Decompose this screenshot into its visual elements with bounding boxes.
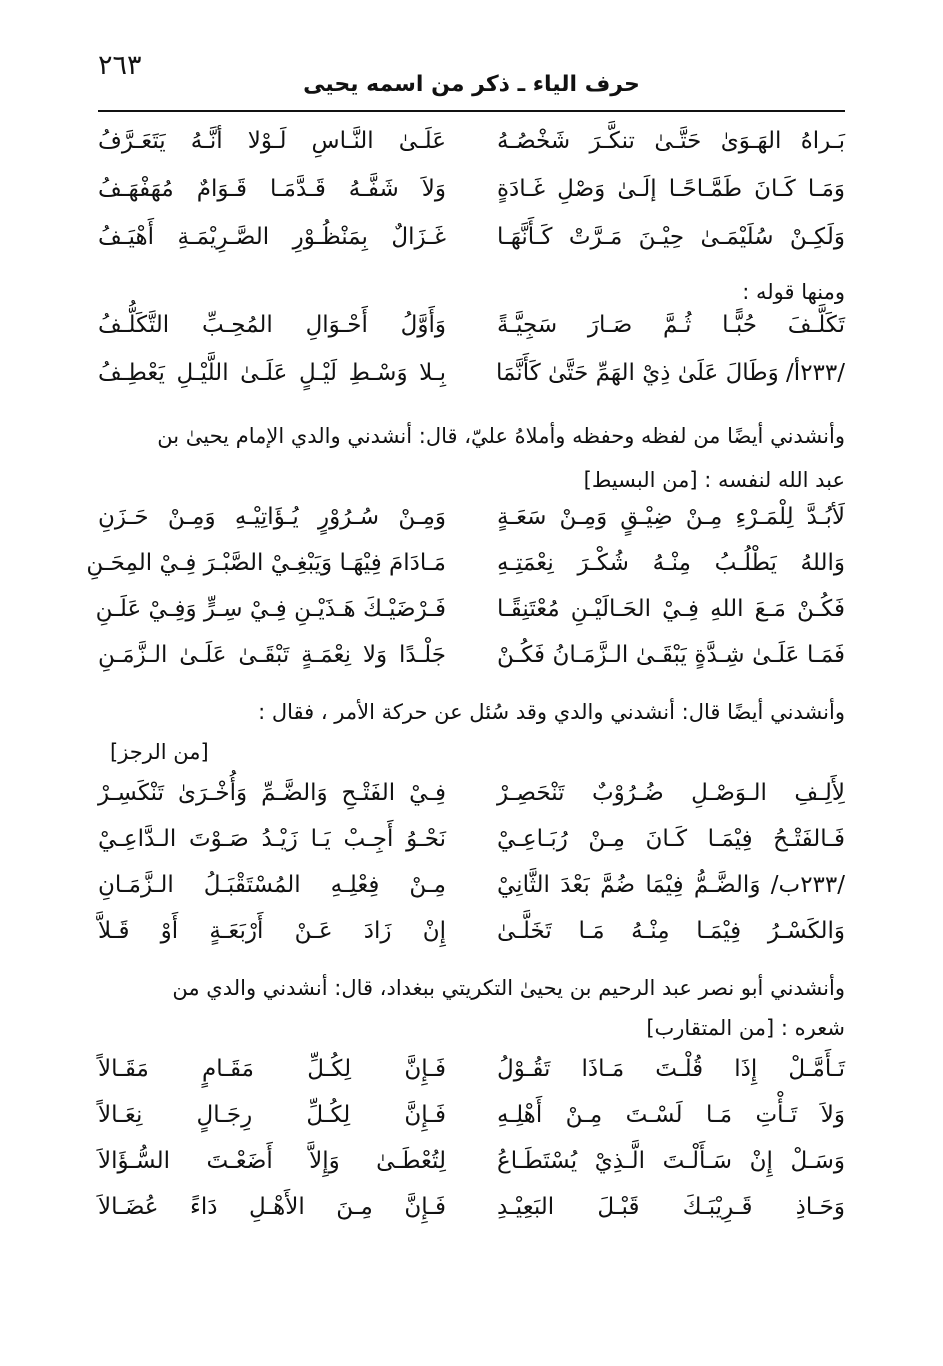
verse-line xyxy=(98,642,845,686)
first-hemistich: وَلاَ تَـأْتِ مَـا لَسْـتَ مِـنْ أَهْلِـهِ xyxy=(497,1102,845,1128)
prose-line: عبد الله لنفسه : [من البسيط] xyxy=(583,468,845,492)
verse-line xyxy=(98,360,845,404)
second-hemistich: فَـرْضَيْـكَ هَـذَيْـنِ فِـيْ سِـرٍّ وَفِـيْ عَلَـنِ xyxy=(95,596,446,622)
verse-line xyxy=(98,1194,845,1238)
verse-line xyxy=(98,504,845,548)
first-hemistich: لَأبُـدَّ لِلْمَـرْءِ مِـنْ ضِيْـقٍ وَمِـنْ سَعَـةٍ xyxy=(497,504,845,530)
first-hemistich: وَلَكِـنْ سُلَيْمَـىٰ حِيْـنَ مَـرَّتْ كَـأَنَّهَـا xyxy=(497,224,845,250)
verse-line xyxy=(86,550,845,594)
second-hemistich: مِـنْ فِعْلِـهِ المُسْتَقْبَـلُ الـزَّمَـانِ xyxy=(98,872,446,898)
first-hemistich: فَمَـا عَلَـىٰ شِـدَّةٍ يَبْقَـىٰ الـزَّمَـانُ فَكُـنْ xyxy=(497,642,845,668)
first-hemistich: لِأَلِـفِ الـوَصْـلِ ضُـرُوْبٌ تَنْحَصِـرْ xyxy=(497,780,845,806)
second-hemistich: فِـيْ الفَتْـحِ وَالضَّـمِّ وَأُخْـرَىٰ تَنْكَسِـرْ xyxy=(98,780,446,806)
verse-line xyxy=(98,1102,845,1146)
second-hemistich: وَأَوَّلُ أَحْـوَالِ المُحِـبِّ التَّكَلُّـفُ xyxy=(98,312,446,338)
second-hemistich: نَحْـوُ أَجِـبْ يَـا زَيْـدُ صَـوْتَ الـدَّاعِـيْ xyxy=(98,826,446,852)
second-hemistich: إِنْ زَادَ عَـنْ أَرْبَعَـةٍ أَوْ قَـلاَّ xyxy=(98,918,446,944)
second-hemistich: فَـإِنَّ لِكُـلِّ مَقَـامٍ مَقَـالاً xyxy=(98,1056,446,1082)
first-hemistich: وَحَـاذِ قَـرِيْبَـكَ قَبْـلَ البَعِيْـدِ xyxy=(497,1194,845,1220)
verse-line xyxy=(98,128,845,172)
meter-label: [من الرجز] xyxy=(110,740,209,764)
verse-line xyxy=(98,826,845,870)
prose-line: وأنشدني أيضًا قال: أنشدني والدي وقد سُئل عن حركة الأمر ، فقال : xyxy=(258,700,845,724)
first-hemistich: وَسَـلْ إِنْ سَـأَلْـتَ الَّـذِيْ يُسْتَطَـاعُ xyxy=(497,1148,845,1174)
first-hemistich: وَمَـا كَـانَ طَمَّـاحًـا إلَـىٰ وَصْلِ غَـادَةٍ xyxy=(497,176,845,202)
second-hemistich: فَـإِنَّ لِكُـلِّ رِجَـالٍ نِعَـالاً xyxy=(98,1102,446,1128)
second-hemistich: وَلاَ شَفَّـهُ قَـدَّمَـا قَـوَامٌ مُهَفْهَـفُ xyxy=(98,176,446,202)
first-hemistich: وَالكَسْـرُ فِيْمَـا مِنْـهُ مَـا تَخَلَّـىٰ xyxy=(497,918,845,944)
verse-line xyxy=(98,1148,845,1192)
running-head: حرف الياء ـ ذكر من اسمه يحيى xyxy=(303,72,640,97)
first-hemistich: تَـأَمَّـلْ إِذَا قُلْـتَ مَـاذَا تَقُـوْلُ xyxy=(497,1056,845,1082)
first-hemistich: /٢٣٣أ/ وَطَالَ عَلَىٰ ذِيْ الهَمِّ حَتَّىٰ كَأَنَّمَا xyxy=(495,360,845,386)
intro-line: ومنها قوله : xyxy=(742,280,845,304)
first-hemistich: فَكُـنْ مَـعَ اللهِ فِـيْ الحَـالَيْـنِ مُعْتَنِقًـا xyxy=(497,596,845,622)
second-hemistich: غَـزَالٌ بِمَنْظُـوْرِ الصَّـرِيْمَـةِ أَهْيَـفُ xyxy=(98,224,446,250)
header-rule xyxy=(98,110,845,112)
verse-line xyxy=(98,224,845,268)
first-hemistich: فَـالفَتْـحُ فِيْمَـا كَـانَ مِـنْ رُبَـاعِـيْ xyxy=(497,826,845,852)
verse-line xyxy=(98,780,845,824)
verse-line xyxy=(98,176,845,220)
prose-line: وأنشدني أيضًا من لفظه وحفظه وأملاهُ عليّ، قال: أنشدني والدي الإمام يحيىٰ بن xyxy=(157,424,845,448)
second-hemistich: عَلَـىٰ النَّـاسِ لَـوْلا أنَّـهُ يَتَعَـرَّفُ xyxy=(98,128,446,154)
second-hemistich: وَمِـنْ سُـرُوْرٍ يُـؤَاتِيْـهِ وَمِـنْ حَـزَنِ xyxy=(98,504,446,530)
second-hemistich: جَلْـدًا وَلا نِعْمَـةٍ تَبْقَـىٰ عَلَـىٰ الـزَّمَـنِ xyxy=(98,642,446,668)
second-hemistich: مَـادَامَ فِيْهَـا وَيَبْغِـيْ الصَّبْـرَ فِـيْ المِحَـنِ xyxy=(86,550,446,576)
second-hemistich: بِـلا وَسْـطِ لَيْـلٍ عَلَـىٰ اللَّيْـلِ يَعْطِـفُ xyxy=(98,360,446,386)
page-number: ٢٦٣ xyxy=(98,50,142,81)
verse-line xyxy=(95,596,845,640)
first-hemistich: /٢٣٣ب/ وَالضَّـمُّ فِيْمَا ضُمَّ بَعْدَ الثَّانِيْ xyxy=(497,872,845,898)
first-hemistich: تَكَلَّـفَ حُبًّـا ثُـمَّ صَـارَ سَجِيَّـةً xyxy=(497,312,845,338)
second-hemistich: فَـإِنَّ مِـنَ الأَهْـلِ دَاءً عُضَـالاَ xyxy=(98,1194,446,1220)
second-hemistich: لِتُعْطَـىٰ وَإِلاَّ أَضَعْـتَ السُّـؤَالاَ xyxy=(98,1148,446,1174)
first-hemistich: وَاللهُ يَطْلُـبُ مِنْـهُ شُكْـرَ نِعْمَتِـهِ xyxy=(497,550,845,576)
verse-line xyxy=(98,918,845,962)
prose-line: شعره : [من المتقارب] xyxy=(646,1016,845,1040)
verse-line xyxy=(98,1056,845,1100)
verse-line xyxy=(98,312,845,356)
first-hemistich: بَـراهُ الهَـوَىٰ حَتَّـىٰ تنكَّـرَ شَخْصُـهُ xyxy=(497,128,845,154)
verse-line xyxy=(98,872,845,916)
prose-line: وأنشدني أبو نصر عبد الرحيم بن يحيىٰ التكريتي ببغداد، قال: أنشدني والدي من xyxy=(172,976,845,1000)
